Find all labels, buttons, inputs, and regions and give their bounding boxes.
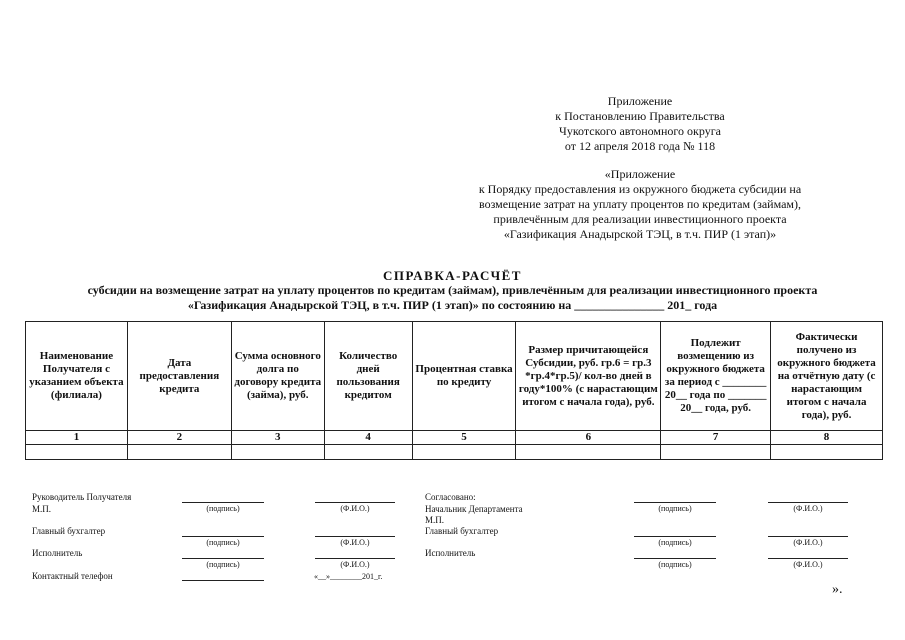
appendix-line: Чукотского автономного округа (559, 124, 721, 138)
label-accountant: Главный бухгалтер (32, 526, 106, 536)
column-number: 1 (26, 431, 128, 445)
name-caption: (Ф.И.О.) (340, 504, 370, 513)
column-header: Процентная ставка по кредиту (412, 322, 516, 431)
column-number-row (26, 431, 883, 445)
name-line (768, 536, 848, 537)
subtitle-line-1: субсидии на возмещение затрат на уплату процентов по кредитам (займам), привлечённым для реализации инвестиционного проекта (87, 283, 818, 297)
label-mp-right: М.П. (425, 515, 445, 525)
column-header: Размер причитающейся Субсидии, руб. гр.6 = гр.3 *гр.4*гр.5)/ кол-во дней в году*100% (с нарастающим итогом с начала года), руб. (516, 322, 661, 431)
column-header: Количество дней пользования кредитом (324, 322, 412, 431)
table-cell (127, 445, 231, 460)
signature-caption: (подпись) (658, 538, 692, 547)
signature-line (634, 536, 716, 537)
signature-caption: (подпись) (206, 538, 240, 547)
label-phone: Контактный телефон (32, 571, 113, 581)
column-number: 2 (127, 431, 231, 445)
name-line (315, 502, 395, 503)
column-header: Дата предоставления кредита (127, 322, 231, 431)
column-header: Фактически получено из окружного бюджета на отчётную дату (с нарастающим итогом с начала года), руб. (771, 322, 883, 431)
calculation-table (25, 321, 883, 460)
label-agreed: Согласовано: (425, 492, 476, 502)
name-caption: (Ф.И.О.) (793, 504, 823, 513)
column-number: 6 (516, 431, 661, 445)
label-executor: Исполнитель (32, 548, 83, 558)
signature-caption: (подпись) (658, 504, 692, 513)
signature-line (634, 502, 716, 503)
name-line (315, 558, 395, 559)
signature-line (182, 558, 264, 559)
label-dept-head: Начальник Департамента (425, 504, 523, 514)
table-cell (771, 445, 883, 460)
table-cell (661, 445, 771, 460)
name-caption: (Ф.И.О.) (340, 538, 370, 547)
signature-caption: (подпись) (658, 560, 692, 569)
label-accountant-right: Главный бухгалтер (425, 526, 499, 536)
closing-quote: ». (832, 582, 843, 597)
signature-caption: (подпись) (206, 560, 240, 569)
column-number: 7 (661, 431, 771, 445)
column-number: 8 (771, 431, 883, 445)
document-title: СПРАВКА-РАСЧЁТ (383, 268, 522, 283)
document-subtitle (0, 283, 905, 313)
appendix-line: привлечённым для реализации инвестиционного проекта (493, 212, 787, 226)
table-cell (412, 445, 516, 460)
column-number: 3 (231, 431, 324, 445)
name-caption: (Ф.И.О.) (793, 538, 823, 547)
signature-line (182, 536, 264, 537)
appendix-line: к Порядку предоставления из окружного бюджета субсидии на (478, 182, 802, 196)
appendix-line: от 12 апреля 2018 года № 118 (564, 139, 716, 153)
name-caption: (Ф.И.О.) (793, 560, 823, 569)
column-number: 5 (412, 431, 516, 445)
appendix-line: «Приложение (604, 167, 676, 181)
signature-line (182, 502, 264, 503)
label-mp: М.П. (32, 504, 52, 514)
name-line (768, 558, 848, 559)
date-field: «__»________201_г. (314, 572, 383, 581)
signature-caption: (подпись) (206, 504, 240, 513)
table-cell (324, 445, 412, 460)
procedure-appendix-header (470, 167, 810, 242)
table-row (26, 445, 883, 460)
subtitle-line-2: «Газификация Анадырской ТЭЦ, в т.ч. ПИР (1 этап)» по состоянию на _______________ 201_ года (187, 298, 718, 312)
appendix-line: к Постановлению Правительства (555, 109, 725, 123)
table-cell (231, 445, 324, 460)
name-line (315, 536, 395, 537)
name-caption: (Ф.И.О.) (340, 560, 370, 569)
column-header: Наименование Получателя с указанием объекта (филиала) (26, 322, 128, 431)
appendix-line: «Газификация Анадырской ТЭЦ, в т.ч. ПИР (1 этап)» (503, 227, 777, 241)
label-head: Руководитель Получателя (32, 492, 132, 502)
appendix-line: возмещение затрат на уплату процентов по кредитам (займам), (479, 197, 801, 211)
table-header-row (26, 322, 883, 431)
appendix-header (520, 94, 760, 154)
signature-line (634, 558, 716, 559)
appendix-line: Приложение (607, 94, 673, 108)
phone-line (182, 580, 264, 581)
label-executor-right: Исполнитель (425, 548, 476, 558)
name-line (768, 502, 848, 503)
table-cell (516, 445, 661, 460)
column-header: Сумма основного долга по договору кредита (займа), руб. (231, 322, 324, 431)
column-number: 4 (324, 431, 412, 445)
table-cell (26, 445, 128, 460)
column-header: Подлежит возмещению из окружного бюджета за период с ________ 20__ года по _______ 20__ года, руб. (661, 322, 771, 431)
